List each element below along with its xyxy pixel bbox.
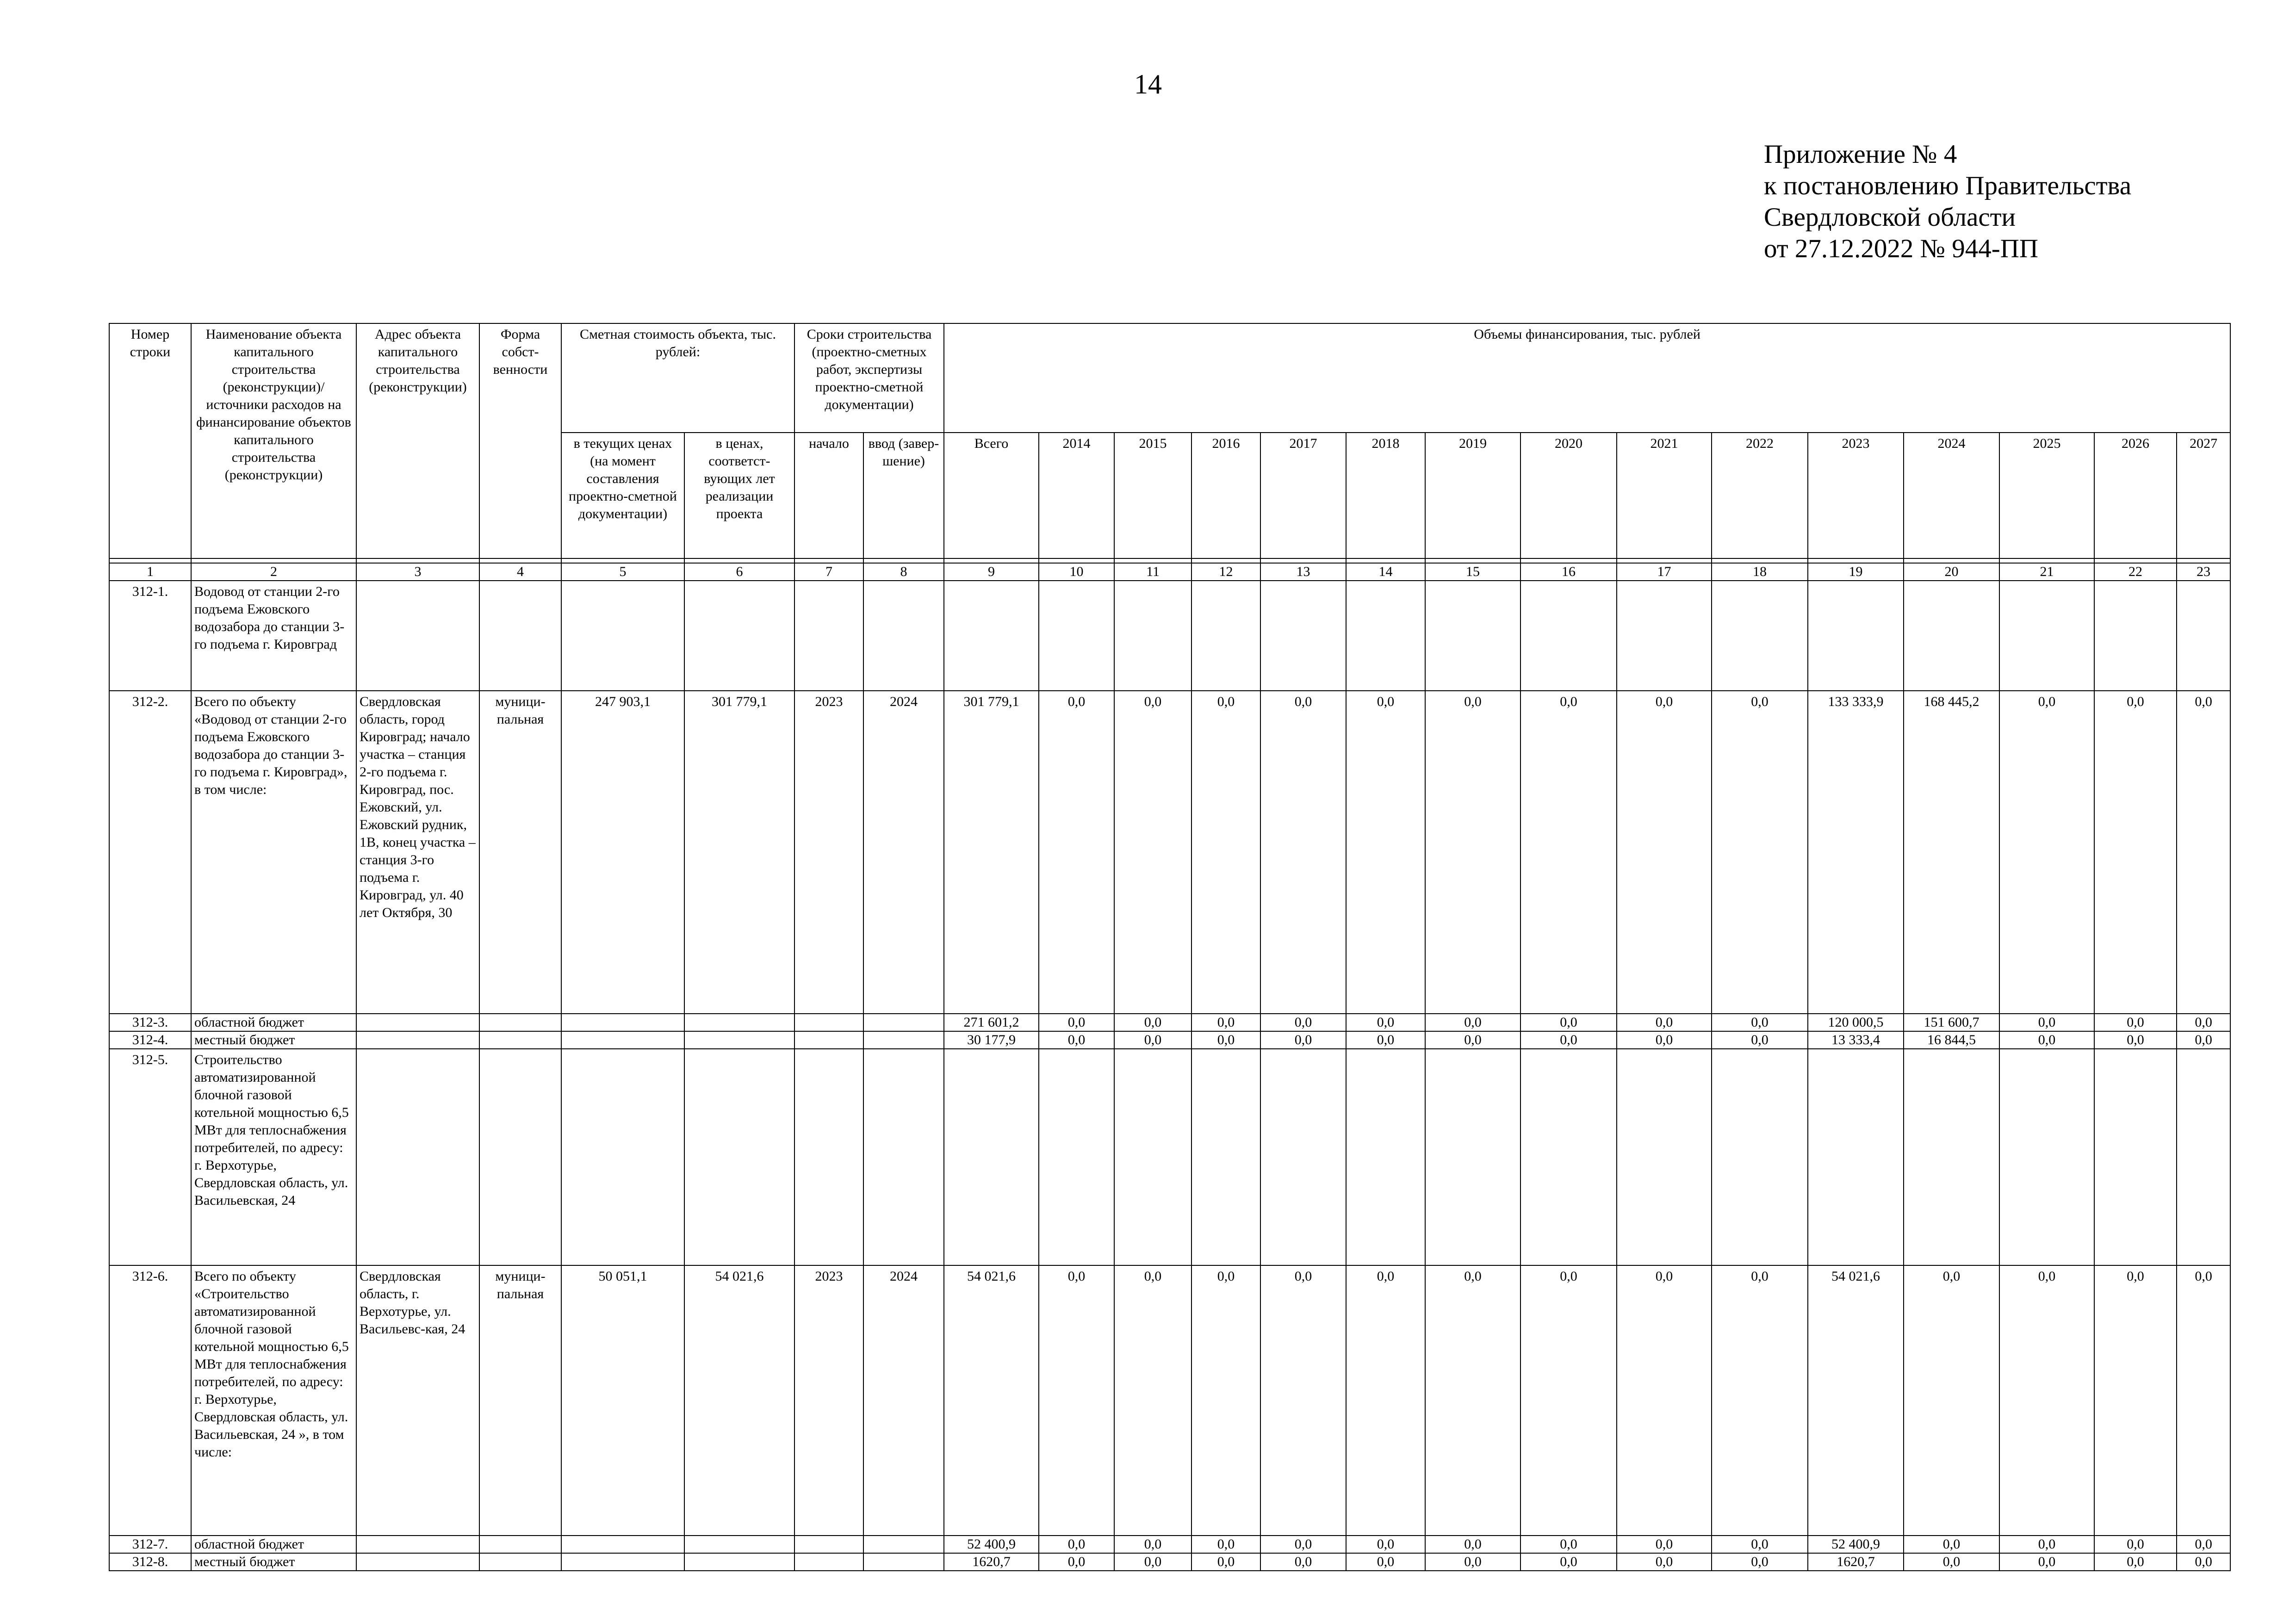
funding-year-value: 0,0: [1999, 1265, 2094, 1536]
funding-year-value: 0,0: [1260, 1014, 1346, 1031]
header-year: 2019: [1425, 433, 1520, 558]
funding-year-value: 0,0: [1425, 1536, 1520, 1553]
terms-end: [863, 1014, 944, 1031]
funding-year-value: 0,0: [1425, 1553, 1520, 1571]
funding-total: 1620,7: [944, 1553, 1039, 1571]
funding-year-value: [2094, 581, 2177, 691]
funding-year-value: 0,0: [1712, 1536, 1808, 1553]
object-address: [356, 1536, 479, 1553]
funding-year-value: [2177, 1049, 2230, 1265]
funding-year-value: [1260, 1049, 1346, 1265]
estimate-years: [684, 1049, 794, 1265]
column-number: 8: [863, 563, 944, 581]
row-number: 312-2.: [109, 691, 191, 1014]
funding-year-value: 0,0: [1520, 1265, 1617, 1536]
funding-year-value: 0,0: [1039, 1014, 1114, 1031]
funding-year-value: 0,0: [1346, 691, 1425, 1014]
funding-year-value: [1999, 1049, 2094, 1265]
estimate-years: [684, 1014, 794, 1031]
funding-year-value: [1808, 581, 1904, 691]
row-number: 312-7.: [109, 1536, 191, 1553]
header-object-name: Наименование объекта капитального строительства (реконструкции)/источники расходов на финансирование объектов капитального строительства (реконструкции): [191, 323, 356, 558]
funding-year-value: 0,0: [1617, 1014, 1712, 1031]
funding-year-value: [1114, 1049, 1191, 1265]
object-address: Свердловская область, город Кировград; начало участка – станция 2-го подъема г. Кировград, пос. Ежовский, ул. Ежовский рудник, 1В, конец участка – станция 3-го подъема г. Кировград, ул. 40 лет Октября, 30: [356, 691, 479, 1014]
appendix-line-2: к постановлению Правительства: [1764, 171, 2132, 200]
funding-year-value: [1346, 581, 1425, 691]
ownership: муници-пальная: [479, 691, 561, 1014]
funding-year-value: 0,0: [1039, 1031, 1114, 1049]
ownership: [479, 1014, 561, 1031]
terms-start: [794, 1031, 863, 1049]
funding-year-value: 0,0: [1346, 1014, 1425, 1031]
funding-year-value: 0,0: [2094, 1265, 2177, 1536]
funding-year-value: 0,0: [1191, 1265, 1260, 1536]
funding-year-value: [1999, 581, 2094, 691]
funding-year-value: [1114, 581, 1191, 691]
header-year: 2024: [1904, 433, 1999, 558]
estimate-years: 301 779,1: [684, 691, 794, 1014]
funding-year-value: 0,0: [1617, 1536, 1712, 1553]
funding-year-value: 120 000,5: [1808, 1014, 1904, 1031]
object-name: местный бюджет: [191, 1031, 356, 1049]
funding-year-value: 54 021,6: [1808, 1265, 1904, 1536]
header-year: 2018: [1346, 433, 1425, 558]
header-separator: [109, 558, 2230, 563]
ownership: [479, 581, 561, 691]
funding-year-value: [1904, 581, 1999, 691]
terms-end: [863, 581, 944, 691]
funding-year-value: 0,0: [1346, 1265, 1425, 1536]
funding-year-value: 0,0: [1114, 691, 1191, 1014]
funding-year-value: 0,0: [1039, 1553, 1114, 1571]
funding-year-value: 0,0: [1520, 691, 1617, 1014]
column-number: 20: [1904, 563, 1999, 581]
funding-year-value: 0,0: [1999, 1031, 2094, 1049]
funding-year-value: [1712, 1049, 1808, 1265]
estimate-current: [561, 581, 684, 691]
header-year: 2017: [1260, 433, 1346, 558]
estimate-years: [684, 1553, 794, 1571]
funding-year-value: [1904, 1049, 1999, 1265]
header-year: 2026: [2094, 433, 2177, 558]
ownership: [479, 1049, 561, 1265]
funding-year-value: 0,0: [1260, 1553, 1346, 1571]
appendix-line-1: Приложение № 4: [1764, 140, 1957, 169]
table-row: [109, 1553, 2230, 1571]
terms-start: [794, 581, 863, 691]
funding-year-value: 0,0: [1260, 691, 1346, 1014]
header-year: 2025: [1999, 433, 2094, 558]
estimate-years: [684, 1536, 794, 1553]
header-estimate: Сметная стоимость объекта, тыс. рублей:: [561, 323, 794, 433]
financing-table: [109, 323, 2231, 1571]
header-estimate-current: в текущих ценах (на момент составления проектно-сметной документации): [561, 433, 684, 558]
ownership: [479, 1553, 561, 1571]
funding-year-value: 1620,7: [1808, 1553, 1904, 1571]
column-number: 18: [1712, 563, 1808, 581]
object-address: Свердловская область, г. Верхотурье, ул. Васильевс-кая, 24: [356, 1265, 479, 1536]
funding-year-value: 0,0: [1999, 691, 2094, 1014]
object-name: областной бюджет: [191, 1014, 356, 1031]
funding-year-value: 0,0: [1520, 1031, 1617, 1049]
funding-year-value: 0,0: [1425, 1031, 1520, 1049]
column-number: 1: [109, 563, 191, 581]
funding-year-value: 0,0: [2177, 1265, 2230, 1536]
column-number: 17: [1617, 563, 1712, 581]
funding-year-value: 0,0: [1260, 1536, 1346, 1553]
funding-year-value: 0,0: [1191, 691, 1260, 1014]
funding-year-value: [1191, 581, 1260, 691]
header-year: 2023: [1808, 433, 1904, 558]
column-number: 16: [1520, 563, 1617, 581]
row-number: 312-8.: [109, 1553, 191, 1571]
funding-year-value: 0,0: [1114, 1031, 1191, 1049]
object-name: областной бюджет: [191, 1536, 356, 1553]
column-number: 13: [1260, 563, 1346, 581]
table-row: [109, 1014, 2230, 1031]
funding-year-value: 0,0: [1346, 1536, 1425, 1553]
column-number: 10: [1039, 563, 1114, 581]
table-row: [109, 1536, 2230, 1553]
header-terms: Сроки строительства (проектно-сметных работ, экспертизы проектно-сметной документации): [794, 323, 944, 433]
funding-year-value: 0,0: [1039, 1536, 1114, 1553]
appendix-header: [1764, 139, 2131, 265]
funding-year-value: 0,0: [2094, 1536, 2177, 1553]
funding-year-value: 52 400,9: [1808, 1536, 1904, 1553]
estimate-current: [561, 1536, 684, 1553]
column-number: 11: [1114, 563, 1191, 581]
terms-start: 2023: [794, 691, 863, 1014]
estimate-years: [684, 1031, 794, 1049]
funding-year-value: 0,0: [1617, 1031, 1712, 1049]
funding-year-value: 0,0: [1904, 1536, 1999, 1553]
funding-year-value: 0,0: [1346, 1553, 1425, 1571]
funding-year-value: 13 333,4: [1808, 1031, 1904, 1049]
table-row: [109, 581, 2230, 691]
funding-year-value: 0,0: [2177, 1536, 2230, 1553]
funding-year-value: [2094, 1049, 2177, 1265]
header-year: 2016: [1191, 433, 1260, 558]
row-number: 312-1.: [109, 581, 191, 691]
funding-year-value: 0,0: [1114, 1265, 1191, 1536]
funding-year-value: [1520, 1049, 1617, 1265]
funding-year-value: 0,0: [2094, 1553, 2177, 1571]
terms-end: 2024: [863, 691, 944, 1014]
terms-end: [863, 1553, 944, 1571]
funding-total: 54 021,6: [944, 1265, 1039, 1536]
funding-year-value: [1346, 1049, 1425, 1265]
header-funding: Объемы финансирования, тыс. рублей: [944, 323, 2230, 433]
funding-year-value: 0,0: [1712, 1031, 1808, 1049]
funding-year-value: [1617, 1049, 1712, 1265]
estimate-current: [561, 1014, 684, 1031]
funding-total: [944, 1049, 1039, 1265]
terms-end: [863, 1049, 944, 1265]
estimate-current: 50 051,1: [561, 1265, 684, 1536]
column-number: 12: [1191, 563, 1260, 581]
funding-year-value: 0,0: [1520, 1536, 1617, 1553]
funding-year-value: 0,0: [1114, 1553, 1191, 1571]
column-number: 15: [1425, 563, 1520, 581]
terms-start: [794, 1049, 863, 1265]
funding-year-value: 0,0: [1114, 1536, 1191, 1553]
funding-year-value: [1808, 1049, 1904, 1265]
ownership: [479, 1031, 561, 1049]
table-row: [109, 1031, 2230, 1049]
object-address: [356, 1014, 479, 1031]
funding-year-value: 16 844,5: [1904, 1031, 1999, 1049]
terms-start: 2023: [794, 1265, 863, 1536]
ownership: муници-пальная: [479, 1265, 561, 1536]
column-number: 21: [1999, 563, 2094, 581]
funding-year-value: 0,0: [2094, 1014, 2177, 1031]
object-name: Всего по объекту «Строительство автоматизированной блочной газовой котельной мощностью 6,5 МВт для теплоснабжения потребителей, по адресу: г. Верхотурье, Свердловская область, ул. Васильевская, 24 », в том числе:: [191, 1265, 356, 1536]
header-terms-end: ввод (завер-шение): [863, 433, 944, 558]
row-number: 312-4.: [109, 1031, 191, 1049]
object-address: [356, 1031, 479, 1049]
funding-year-value: 0,0: [1999, 1553, 2094, 1571]
terms-end: 2024: [863, 1265, 944, 1536]
funding-year-value: [1039, 581, 1114, 691]
funding-year-value: 0,0: [1425, 691, 1520, 1014]
funding-year-value: [1520, 581, 1617, 691]
header-address: Адрес объекта капитального строительства (реконструкции): [356, 323, 479, 558]
appendix-line-3: Свердловской области: [1764, 203, 2016, 232]
header-estimate-years: в ценах, соответст-вующих лет реализации проекта: [684, 433, 794, 558]
funding-year-value: 0,0: [1191, 1031, 1260, 1049]
funding-year-value: 0,0: [1520, 1014, 1617, 1031]
funding-year-value: 0,0: [1425, 1014, 1520, 1031]
funding-year-value: 0,0: [2094, 1031, 2177, 1049]
table-row: [109, 691, 2230, 1014]
terms-start: [794, 1014, 863, 1031]
column-number: 6: [684, 563, 794, 581]
row-number: 312-5.: [109, 1049, 191, 1265]
funding-year-value: 0,0: [1617, 1553, 1712, 1571]
column-number: 4: [479, 563, 561, 581]
page-number: 14: [1134, 69, 1162, 99]
estimate-current: [561, 1049, 684, 1265]
funding-year-value: 0,0: [1904, 1553, 1999, 1571]
funding-year-value: 0,0: [1999, 1536, 2094, 1553]
funding-year-value: 0,0: [1260, 1265, 1346, 1536]
funding-year-value: 0,0: [1520, 1553, 1617, 1571]
object-address: [356, 1553, 479, 1571]
terms-end: [863, 1536, 944, 1553]
funding-year-value: 0,0: [1425, 1265, 1520, 1536]
funding-year-value: 0,0: [1712, 691, 1808, 1014]
funding-total: 301 779,1: [944, 691, 1039, 1014]
header-year: 2014: [1039, 433, 1114, 558]
object-name: Водовод от станции 2-го подъема Ежовского водозабора до станции 3-го подъема г. Кировград: [191, 581, 356, 691]
funding-year-value: 151 600,7: [1904, 1014, 1999, 1031]
column-number: 7: [794, 563, 863, 581]
funding-year-value: 0,0: [2177, 1014, 2230, 1031]
funding-year-value: 0,0: [2177, 1553, 2230, 1571]
funding-year-value: 0,0: [1712, 1553, 1808, 1571]
header-ownership: Форма собст-венности: [479, 323, 561, 558]
header-row-1: [109, 323, 2230, 433]
funding-year-value: 133 333,9: [1808, 691, 1904, 1014]
estimate-years: [684, 581, 794, 691]
funding-year-value: 0,0: [1114, 1014, 1191, 1031]
funding-year-value: 0,0: [2177, 691, 2230, 1014]
funding-year-value: [1712, 581, 1808, 691]
funding-year-value: [2177, 581, 2230, 691]
funding-year-value: 0,0: [2094, 691, 2177, 1014]
column-number: 19: [1808, 563, 1904, 581]
header-row-number: Номер строки: [109, 323, 191, 558]
column-number: 3: [356, 563, 479, 581]
object-name: Строительство автоматизированной блочной газовой котельной мощностью 6,5 МВт для теплоснабжения потребителей, по адресу: г. Верхотурье, Свердловская область, ул. Васильевская, 24: [191, 1049, 356, 1265]
funding-year-value: 0,0: [1260, 1031, 1346, 1049]
funding-year-value: [1425, 1049, 1520, 1265]
column-number: 9: [944, 563, 1039, 581]
funding-year-value: 0,0: [1712, 1014, 1808, 1031]
funding-year-value: 0,0: [1712, 1265, 1808, 1536]
header-year: 2015: [1114, 433, 1191, 558]
row-number: 312-6.: [109, 1265, 191, 1536]
funding-total: 52 400,9: [944, 1536, 1039, 1553]
funding-year-value: [1260, 581, 1346, 691]
funding-year-value: 0,0: [1191, 1553, 1260, 1571]
table-row: [109, 1265, 2230, 1536]
object-name: местный бюджет: [191, 1553, 356, 1571]
appendix-line-4: от 27.12.2022 № 944-ПП: [1764, 234, 2039, 263]
header-year: 2022: [1712, 433, 1808, 558]
estimate-current: [561, 1553, 684, 1571]
funding-year-value: 0,0: [1191, 1536, 1260, 1553]
object-address: [356, 1049, 479, 1265]
funding-total: 30 177,9: [944, 1031, 1039, 1049]
funding-year-value: 0,0: [1039, 1265, 1114, 1536]
row-number: 312-3.: [109, 1014, 191, 1031]
column-number: 14: [1346, 563, 1425, 581]
column-numbers-row: [109, 563, 2230, 581]
ownership: [479, 1536, 561, 1553]
column-number: 5: [561, 563, 684, 581]
funding-year-value: [1617, 581, 1712, 691]
column-number: 23: [2177, 563, 2230, 581]
object-address: [356, 581, 479, 691]
funding-year-value: [1039, 1049, 1114, 1265]
estimate-years: 54 021,6: [684, 1265, 794, 1536]
column-number: 2: [191, 563, 356, 581]
estimate-current: 247 903,1: [561, 691, 684, 1014]
terms-start: [794, 1553, 863, 1571]
table-row: [109, 1049, 2230, 1265]
header-terms-start: начало: [794, 433, 863, 558]
funding-total: 271 601,2: [944, 1014, 1039, 1031]
header-year: 2027: [2177, 433, 2230, 558]
funding-total: [944, 581, 1039, 691]
header-year: 2020: [1520, 433, 1617, 558]
terms-end: [863, 1031, 944, 1049]
funding-year-value: 0,0: [1904, 1265, 1999, 1536]
funding-year-value: 0,0: [1999, 1014, 2094, 1031]
funding-year-value: 0,0: [1039, 691, 1114, 1014]
funding-year-value: 0,0: [1191, 1014, 1260, 1031]
column-number: 22: [2094, 563, 2177, 581]
funding-year-value: [1425, 581, 1520, 691]
terms-start: [794, 1536, 863, 1553]
header-year: 2021: [1617, 433, 1712, 558]
object-name: Всего по объекту «Водовод от станции 2-го подъема Ежовского водозабора до станции 3-го подъема г. Кировград», в том числе:: [191, 691, 356, 1014]
funding-year-value: [1191, 1049, 1260, 1265]
funding-year-value: 0,0: [1617, 1265, 1712, 1536]
header-total: Всего: [944, 433, 1039, 558]
funding-year-value: 0,0: [1617, 691, 1712, 1014]
funding-year-value: 168 445,2: [1904, 691, 1999, 1014]
estimate-current: [561, 1031, 684, 1049]
funding-year-value: 0,0: [1346, 1031, 1425, 1049]
funding-year-value: 0,0: [2177, 1031, 2230, 1049]
